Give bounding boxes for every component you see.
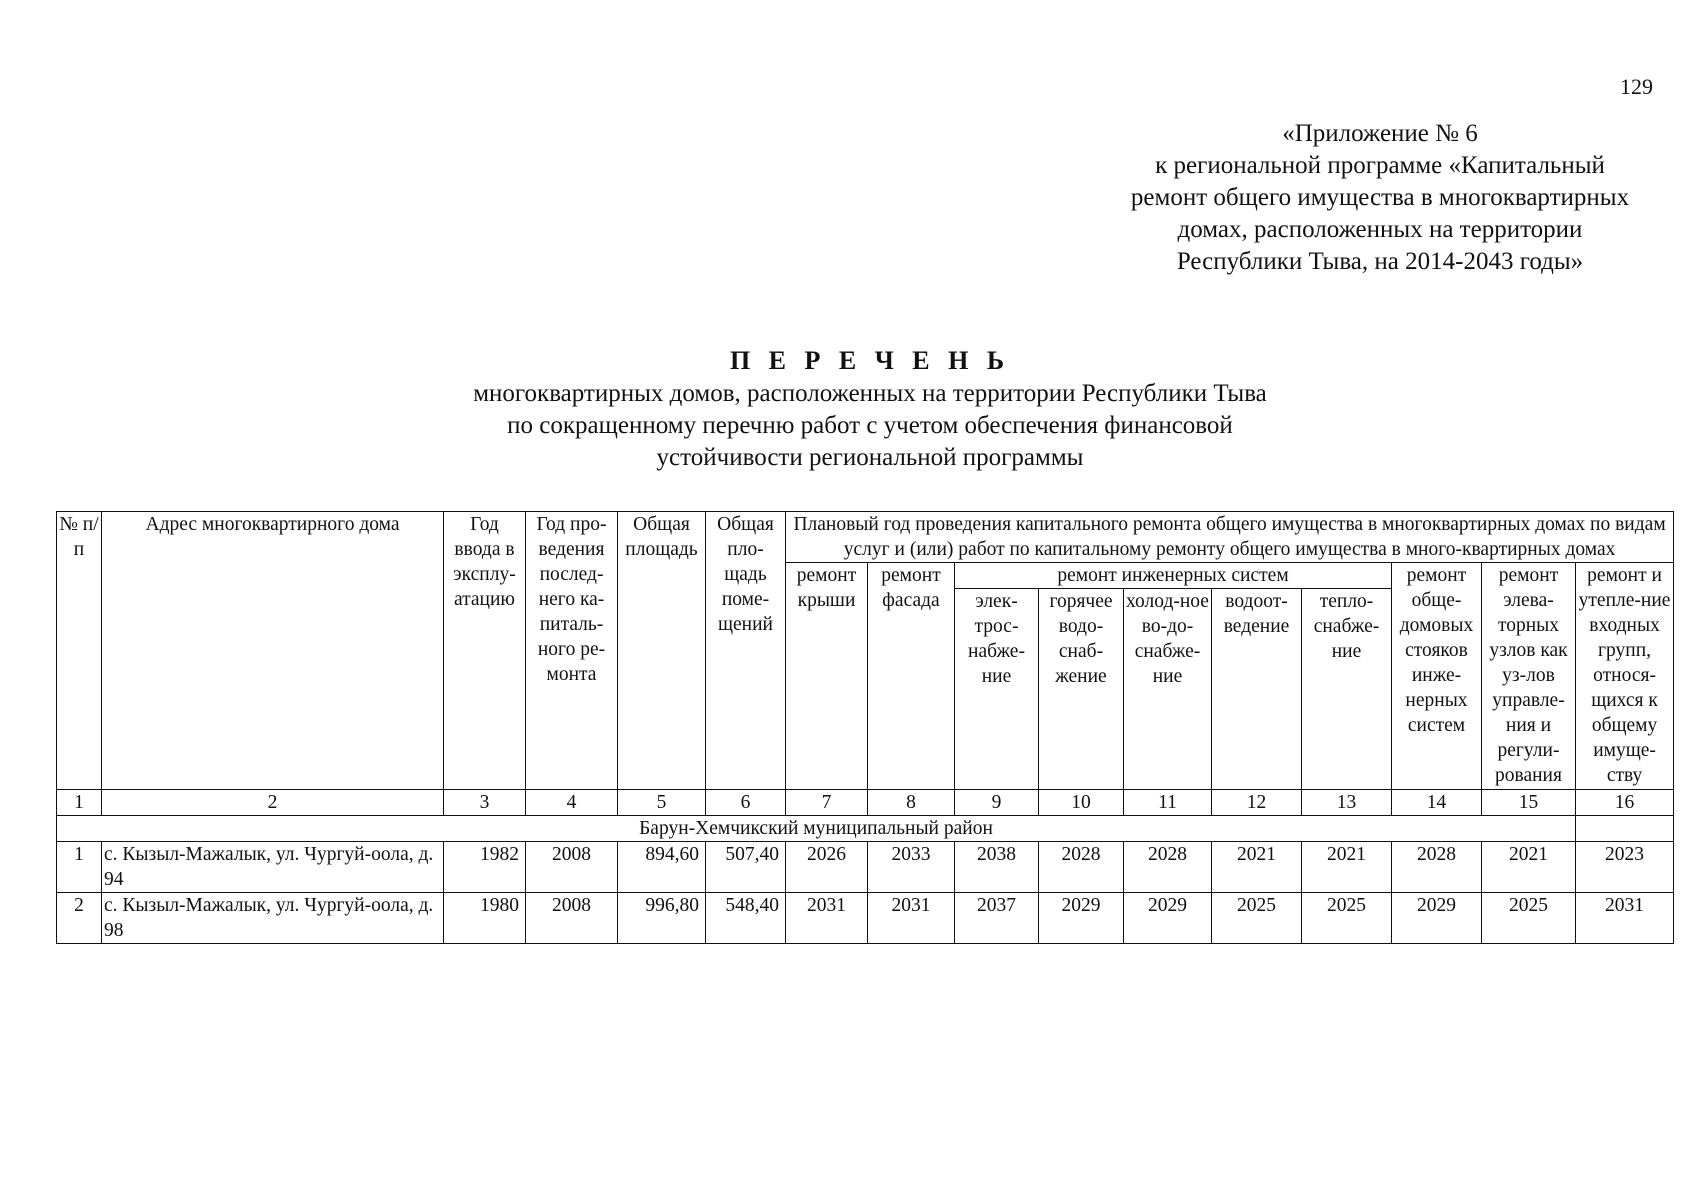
cell-roof: 2026: [786, 842, 868, 893]
header-num: № п/п: [57, 512, 102, 790]
cell-num: 1: [57, 842, 102, 893]
cell-hot-water: 2028: [1039, 842, 1124, 893]
column-number: 7: [786, 790, 868, 816]
cell-sewerage: 2025: [1212, 893, 1302, 944]
cell-year-last-repair: 2008: [526, 842, 618, 893]
district-group-row: [57, 816, 1674, 842]
cell-heat: 2025: [1302, 893, 1392, 944]
header-risers: ремонт обще-домовых стояков инже-нерных систем: [1392, 563, 1482, 790]
appendix-line: Республики Тыва, на 2014-2043 годы»: [1176, 248, 1584, 275]
cell-hot-water: 2029: [1039, 893, 1124, 944]
header-year-last-repair: Год про-ведения послед-него ка-питаль-ного ре-монта: [526, 512, 618, 790]
cell-entrance: 2031: [1576, 893, 1674, 944]
cell-risers: 2028: [1392, 842, 1482, 893]
header-roof: ремонт крыши: [786, 563, 868, 790]
column-number: 3: [444, 790, 526, 816]
column-number-row: [57, 790, 1674, 816]
cell-cold-water: 2028: [1124, 842, 1212, 893]
appendix-line: «Приложение № 6: [1282, 120, 1478, 147]
cell-premises-area: 548,40: [706, 893, 786, 944]
header-cold-water: холод-ное во-до-снабже-ние: [1124, 589, 1212, 790]
cell-elevator: 2021: [1482, 842, 1576, 893]
column-number: 15: [1482, 790, 1576, 816]
houses-table: [56, 511, 1674, 944]
cell-address: с. Кызыл-Мажалык, ул. Чургуй-оола, д. 98: [102, 893, 444, 944]
column-number: 1: [57, 790, 102, 816]
cell-risers: 2029: [1392, 893, 1482, 944]
appendix-line: ремонт общего имущества в многоквартирных: [1130, 184, 1630, 211]
header-sewerage: водоот-ведение: [1212, 589, 1302, 790]
document-subtitle-line: устойчивости региональной программы: [656, 444, 1084, 471]
header-address: Адрес многоквартирного дома: [102, 512, 444, 790]
header-heat: тепло-снабже-ние: [1302, 589, 1392, 790]
cell-elevator: 2025: [1482, 893, 1576, 944]
header-premises-area: Общая пло-щадь поме-щений: [706, 512, 786, 790]
cell-year-commission: 1982: [444, 842, 526, 893]
column-number: 4: [526, 790, 618, 816]
document-heading: [290, 344, 1450, 474]
column-number: 13: [1302, 790, 1392, 816]
district-label: Барун-Хемчикский муниципальный район: [57, 816, 1576, 842]
cell-entrance: 2023: [1576, 842, 1674, 893]
column-number: 9: [955, 790, 1039, 816]
appendix-line: к региональной программе «Капитальный: [1155, 152, 1605, 179]
header-year-commission: Год ввода в эксплу-атацию: [444, 512, 526, 790]
appendix-line: домах, расположенных на территории: [1177, 216, 1583, 243]
header-total-area: Общая площадь: [618, 512, 706, 790]
document-subtitle-line: по сокращенному перечню работ с учетом обеспечения финансовой: [507, 412, 1233, 439]
cell-heat: 2021: [1302, 842, 1392, 893]
cell-year-last-repair: 2008: [526, 893, 618, 944]
column-number: 5: [618, 790, 706, 816]
cell-electric: 2037: [955, 893, 1039, 944]
cell-num: 2: [57, 893, 102, 944]
header-entrance: ремонт и утепле-ние входных групп, относя-щихся к общему имуще-ству: [1576, 563, 1674, 790]
cell-premises-area: 507,40: [706, 842, 786, 893]
cell-total-area: 894,60: [618, 842, 706, 893]
header-planned-year: Плановый год проведения капитального ремонта общего имущества в многоквартирных домах по видам услуг и (или) работ по капитальному ремонту общего имущества в много-квартирных домах: [786, 512, 1674, 563]
cell-facade: 2031: [868, 893, 955, 944]
column-number: 2: [102, 790, 444, 816]
column-number: 12: [1212, 790, 1302, 816]
header-facade: ремонт фасада: [868, 563, 955, 790]
document-subtitle-line: многоквартирных домов, расположенных на территории Республики Тыва: [473, 380, 1267, 407]
column-number: 10: [1039, 790, 1124, 816]
cell-electric: 2038: [955, 842, 1039, 893]
header-hot-water: горячее водо-снаб-жение: [1039, 589, 1124, 790]
district-empty-cell: [1576, 816, 1674, 842]
cell-total-area: 996,80: [618, 893, 706, 944]
column-number: 6: [706, 790, 786, 816]
column-number: 14: [1392, 790, 1482, 816]
column-number: 8: [868, 790, 955, 816]
column-number: 16: [1576, 790, 1674, 816]
cell-address: с. Кызыл-Мажалык, ул. Чургуй-оола, д. 94: [102, 842, 444, 893]
header-electric: элек-трос-набже-ние: [955, 589, 1039, 790]
page-number: 129: [1620, 74, 1653, 99]
cell-cold-water: 2029: [1124, 893, 1212, 944]
header-elevator: ремонт элева-торных узлов как уз-лов управле-ния и регули-рования: [1482, 563, 1576, 790]
table-row: [57, 893, 1674, 944]
document-title: П Е Р Е Ч Е Н Ь: [729, 346, 1011, 375]
cell-year-commission: 1980: [444, 893, 526, 944]
cell-sewerage: 2021: [1212, 842, 1302, 893]
cell-facade: 2033: [868, 842, 955, 893]
cell-roof: 2031: [786, 893, 868, 944]
column-number: 11: [1124, 790, 1212, 816]
appendix-reference: [1060, 118, 1697, 278]
header-engineering: ремонт инженерных систем: [955, 563, 1392, 589]
table-row: [57, 842, 1674, 893]
